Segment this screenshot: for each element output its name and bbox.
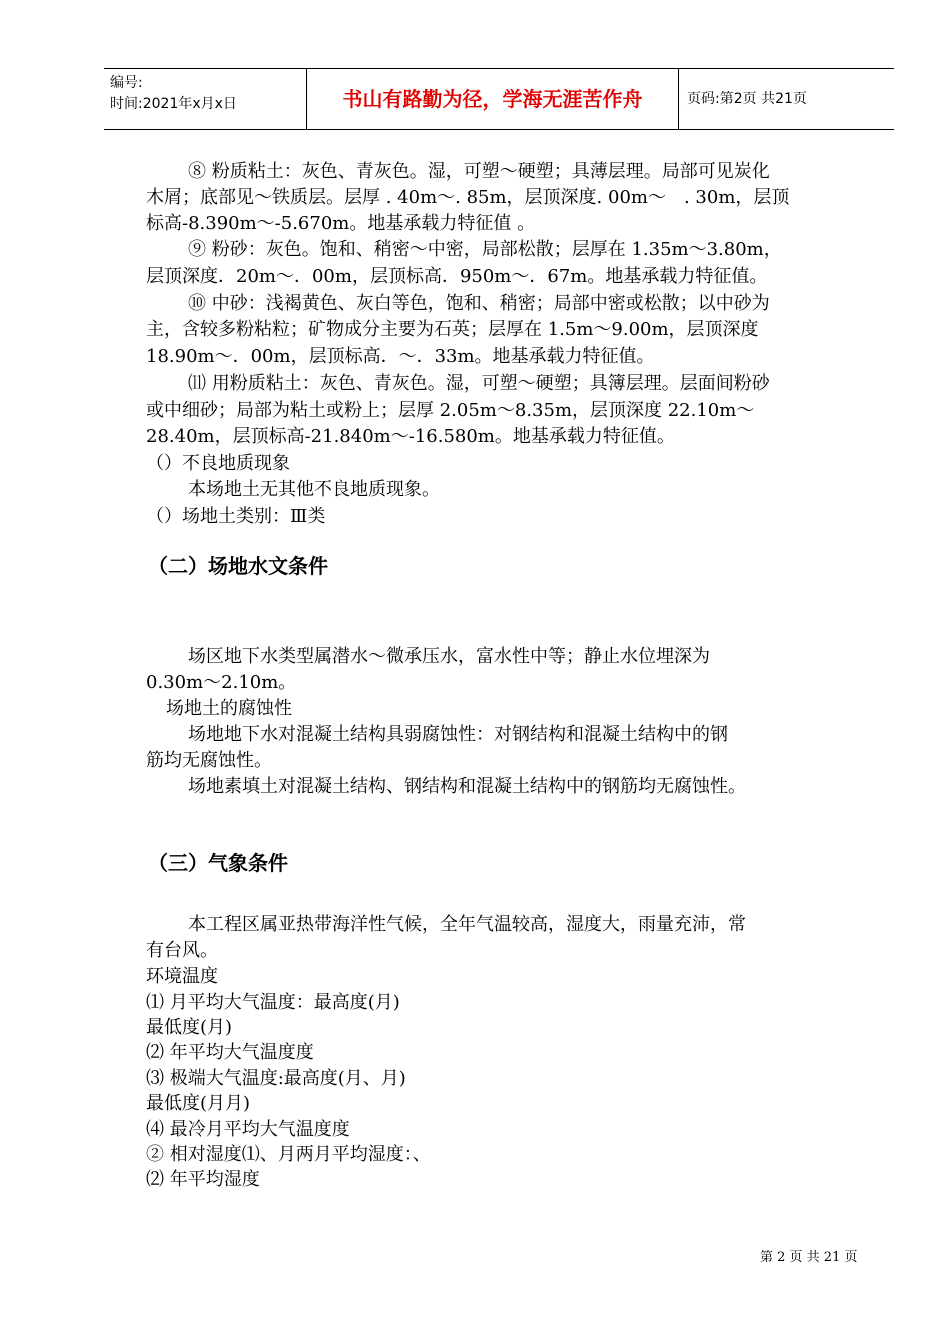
- paragraph-line: 场地素填土对混凝土结构、钢结构和混凝土结构中的钢筋均无腐蚀性。: [188, 776, 746, 797]
- paragraph-line: 0.30m～2.10m。: [146, 672, 297, 693]
- header-page-label: 页码:第2页 共21页: [687, 91, 807, 107]
- paragraph-line: 木屑；底部见～铁质层。层厚 . 40m～. 85m，层顶深度. 00m～ . 30m，层顶: [146, 187, 790, 208]
- paragraph-line: 场地土的腐蚀性: [166, 698, 292, 719]
- paragraph-line: ⑾ 用粉质粘土：灰色、青灰色。湿，可塑～硬塑；具簿层理。层面间粉砂: [188, 373, 770, 394]
- paragraph-line: ⑧ 粉质粘土：灰色、青灰色。湿，可塑～硬塑；具薄层理。局部可见炭化: [188, 161, 770, 182]
- paragraph-line: 本场地土无其他不良地质现象。: [188, 479, 440, 500]
- header-meta: [104, 69, 306, 129]
- paragraph-line: 筋均无腐蚀性。: [146, 750, 272, 771]
- section-heading-hydro: （二）场地水文条件: [148, 554, 328, 578]
- paragraph-line: 18.90m～．00m，层顶标高．～．33m。地基承载力特征值。: [146, 346, 655, 367]
- header-motto: 书山有路勤为径，学海无涯苦作舟: [306, 69, 679, 129]
- paragraph-line: ⑴ 月平均大气温度：最高度(月): [146, 992, 400, 1013]
- page-footer-number: 第 2 页 共 21 页: [760, 1250, 858, 1265]
- paragraph-line: 场地地下水对混凝土结构具弱腐蚀性：对钢结构和混凝土结构中的钢: [188, 724, 728, 745]
- paragraph-line: 环境温度: [146, 966, 218, 987]
- paragraph-line: ⑩ 中砂：浅褐黄色、灰白等色，饱和、稍密；局部中密或松散；以中砂为: [188, 293, 770, 314]
- paragraph-line: 最低度(月): [146, 1017, 233, 1038]
- paragraph-line: 本工程区属亚热带海洋性气候，全年气温较高，湿度大，雨量充沛，常: [188, 914, 746, 935]
- paragraph-line: （）不良地质现象: [146, 453, 290, 474]
- date-label: 时间:2021年x月x日: [110, 96, 237, 112]
- paragraph-line: 场区地下水类型属潜水～微承压水，富水性中等；静止水位埋深为: [188, 646, 710, 667]
- paragraph-line: （）场地土类别：Ⅲ类: [146, 506, 326, 527]
- paragraph-line: ⑵ 年平均湿度: [146, 1169, 260, 1190]
- paragraph-line: ⑵ 年平均大气温度度: [146, 1042, 314, 1063]
- paragraph-line: 有台风。: [146, 940, 218, 961]
- paragraph-line: 层顶深度．20m～．00m，层顶标高．950m～．67m。地基承载力特征值。: [146, 266, 768, 287]
- paragraph-line: 最低度(月月): [146, 1093, 251, 1114]
- paragraph-line: ② 相对湿度⑴、月两月平均湿度：、: [146, 1144, 431, 1165]
- paragraph-line: ⑶ 极端大气温度:最高度(月、月): [146, 1068, 406, 1089]
- paragraph-line: ⑷ 最冷月平均大气温度度: [146, 1119, 350, 1140]
- paragraph-line: 28.40m，层顶标高-21.840m～-16.580m。地基承载力特征值。: [146, 426, 675, 447]
- section-heading-weather: （三）气象条件: [148, 851, 288, 875]
- paragraph-line: 标高-8.390m～-5.670m。地基承载力特征值 。: [146, 213, 536, 234]
- paragraph-line: ⑨ 粉砂：灰色。饱和、稍密～中密，局部松散；层厚在 1.35m～3.80m，: [188, 239, 782, 260]
- page-header: [104, 68, 894, 130]
- paragraph-line: 或中细砂；局部为粘土或粉上；层厚 2.05m～8.35m，层顶深度 22.10m～: [146, 400, 755, 421]
- paragraph-line: 主，含较多粉粘粒；矿物成分主要为石英；层厚在 1.5m～9.00m，层顶深度: [146, 319, 759, 340]
- number-label: 编号:: [110, 75, 143, 91]
